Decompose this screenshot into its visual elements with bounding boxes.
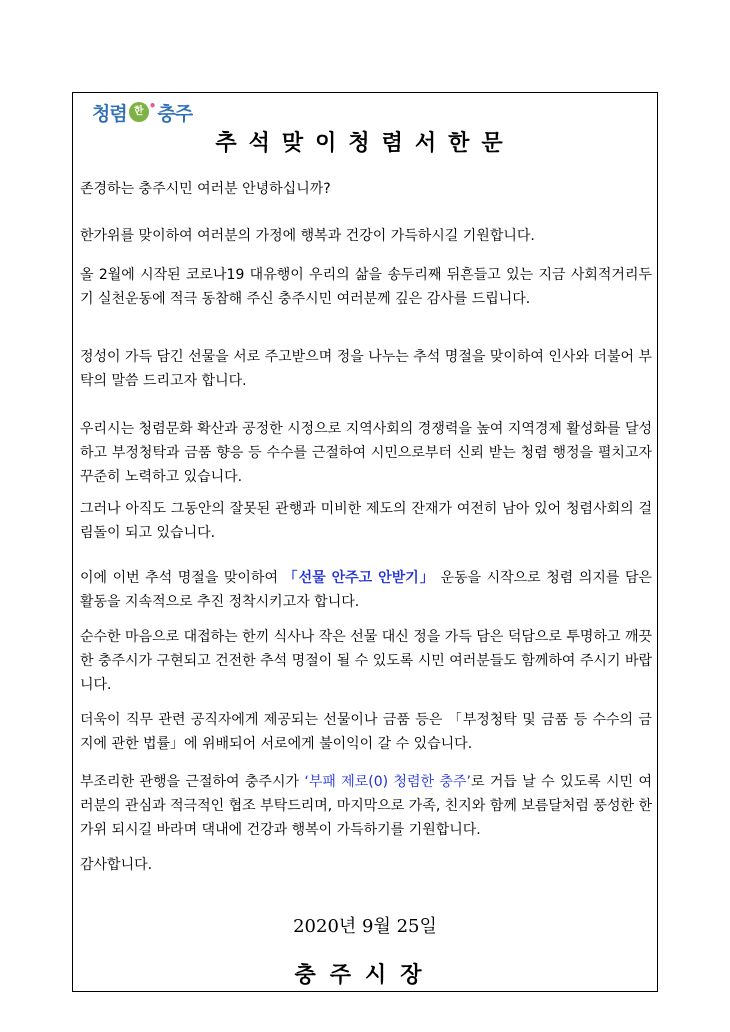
slogan-highlight: ‘부패 제로(0) 청렴한 충주’	[304, 774, 471, 790]
p6-text-before: 이에 이번 추석 명절을 맞이하여	[80, 570, 284, 586]
letter-date: 2020년 9월 25일	[293, 916, 437, 937]
paragraph-3: 정성이 가득 담긴 선물을 서로 주고받으며 정을 나누는 추석 명절을 맞이하여 인사와 더불어 부탁의 말씀 드리고자 합니다.	[80, 349, 652, 389]
logo-badge-icon: 한	[129, 102, 149, 122]
paragraph-1: 한가위를 맞이하여 여러분의 가정에 행복과 건강이 가득하시길 기원합니다.	[80, 228, 535, 244]
logo-text-1: 청렴	[92, 102, 127, 125]
paragraph-9	[80, 770, 652, 842]
letter-title: 추석맞이청렴서한문	[215, 131, 515, 156]
campaign-highlight: 「선물 안주고 안받기」	[283, 570, 435, 586]
paragraph-8: 더욱이 직무 관련 공직자에게 제공되는 선물이나 금품 등은 「부정청탁 및 금품 등 수수의 금지에 관한 법률」에 위배되어 서로에게 불이익이 갈 수 있습니다.	[80, 712, 652, 752]
p9-text-before: 부조리한 관행을 근절하여 충주시가	[80, 774, 305, 790]
logo-dots: •	[148, 99, 156, 113]
paragraph-5: 그러나 아직도 그동안의 잘못된 관행과 미비한 제도의 잔재가 여전히 남아 있어 청렴사회의 걸림돌이 되고 있습니다.	[80, 501, 652, 541]
p6-text-after: 운동을 시작으로 청렴 의지를 담은 활동을 지속적으로 추진 정착시키고자 합니다.	[80, 570, 652, 610]
paragraph-4: 우리시는 청렴문화 확산과 공정한 시정으로 지역사회의 경쟁력을 높여 지역경제 활성화를 달성하고 부정청탁과 금품 향응 등 수수를 근절하여 시민으로부터 신뢰 받는 청렴 행정을 펼치고자 꾸준히 노력하고 있습니다.	[80, 421, 652, 485]
logo-text-2: 충주	[157, 102, 193, 125]
paragraph-2: 올 2월에 시작된 코로나19 대유행이 우리의 삶을 송두리째 뒤흔들고 있는 지금 사회적거리두기 실천운동에 적극 동참해 주신 충주시민 여러분께 깊은 감사를 드립니다.	[80, 267, 652, 307]
closing: 감사합니다.	[80, 857, 153, 873]
p9-text-after: 로 거듭 날 수 있도록 시민 여러분의 관심과 적극적인 협조 부탁드리며, 마지막으로 가족, 친지와 함께 보름달처럼 풍성한 한가위 되시길 바라며 댁내에 건강과 행복이 가득하기를 기원합니다.	[80, 774, 652, 838]
paragraph-7: 순수한 마음으로 대접하는 한끼 식사나 작은 선물 대신 정을 가득 담은 덕담으로 투명하고 깨끗한 충주시가 구현되고 건전한 추석 명절이 될 수 있도록 시민 여러분들도 함께하여 주시기 바랍니다.	[80, 629, 652, 693]
cheongju-logo	[92, 98, 192, 126]
paragraph-6	[80, 566, 652, 614]
greeting: 존경하는 충주시민 여러분 안녕하십니까?	[80, 181, 331, 197]
signer: 충주시장	[294, 963, 436, 988]
